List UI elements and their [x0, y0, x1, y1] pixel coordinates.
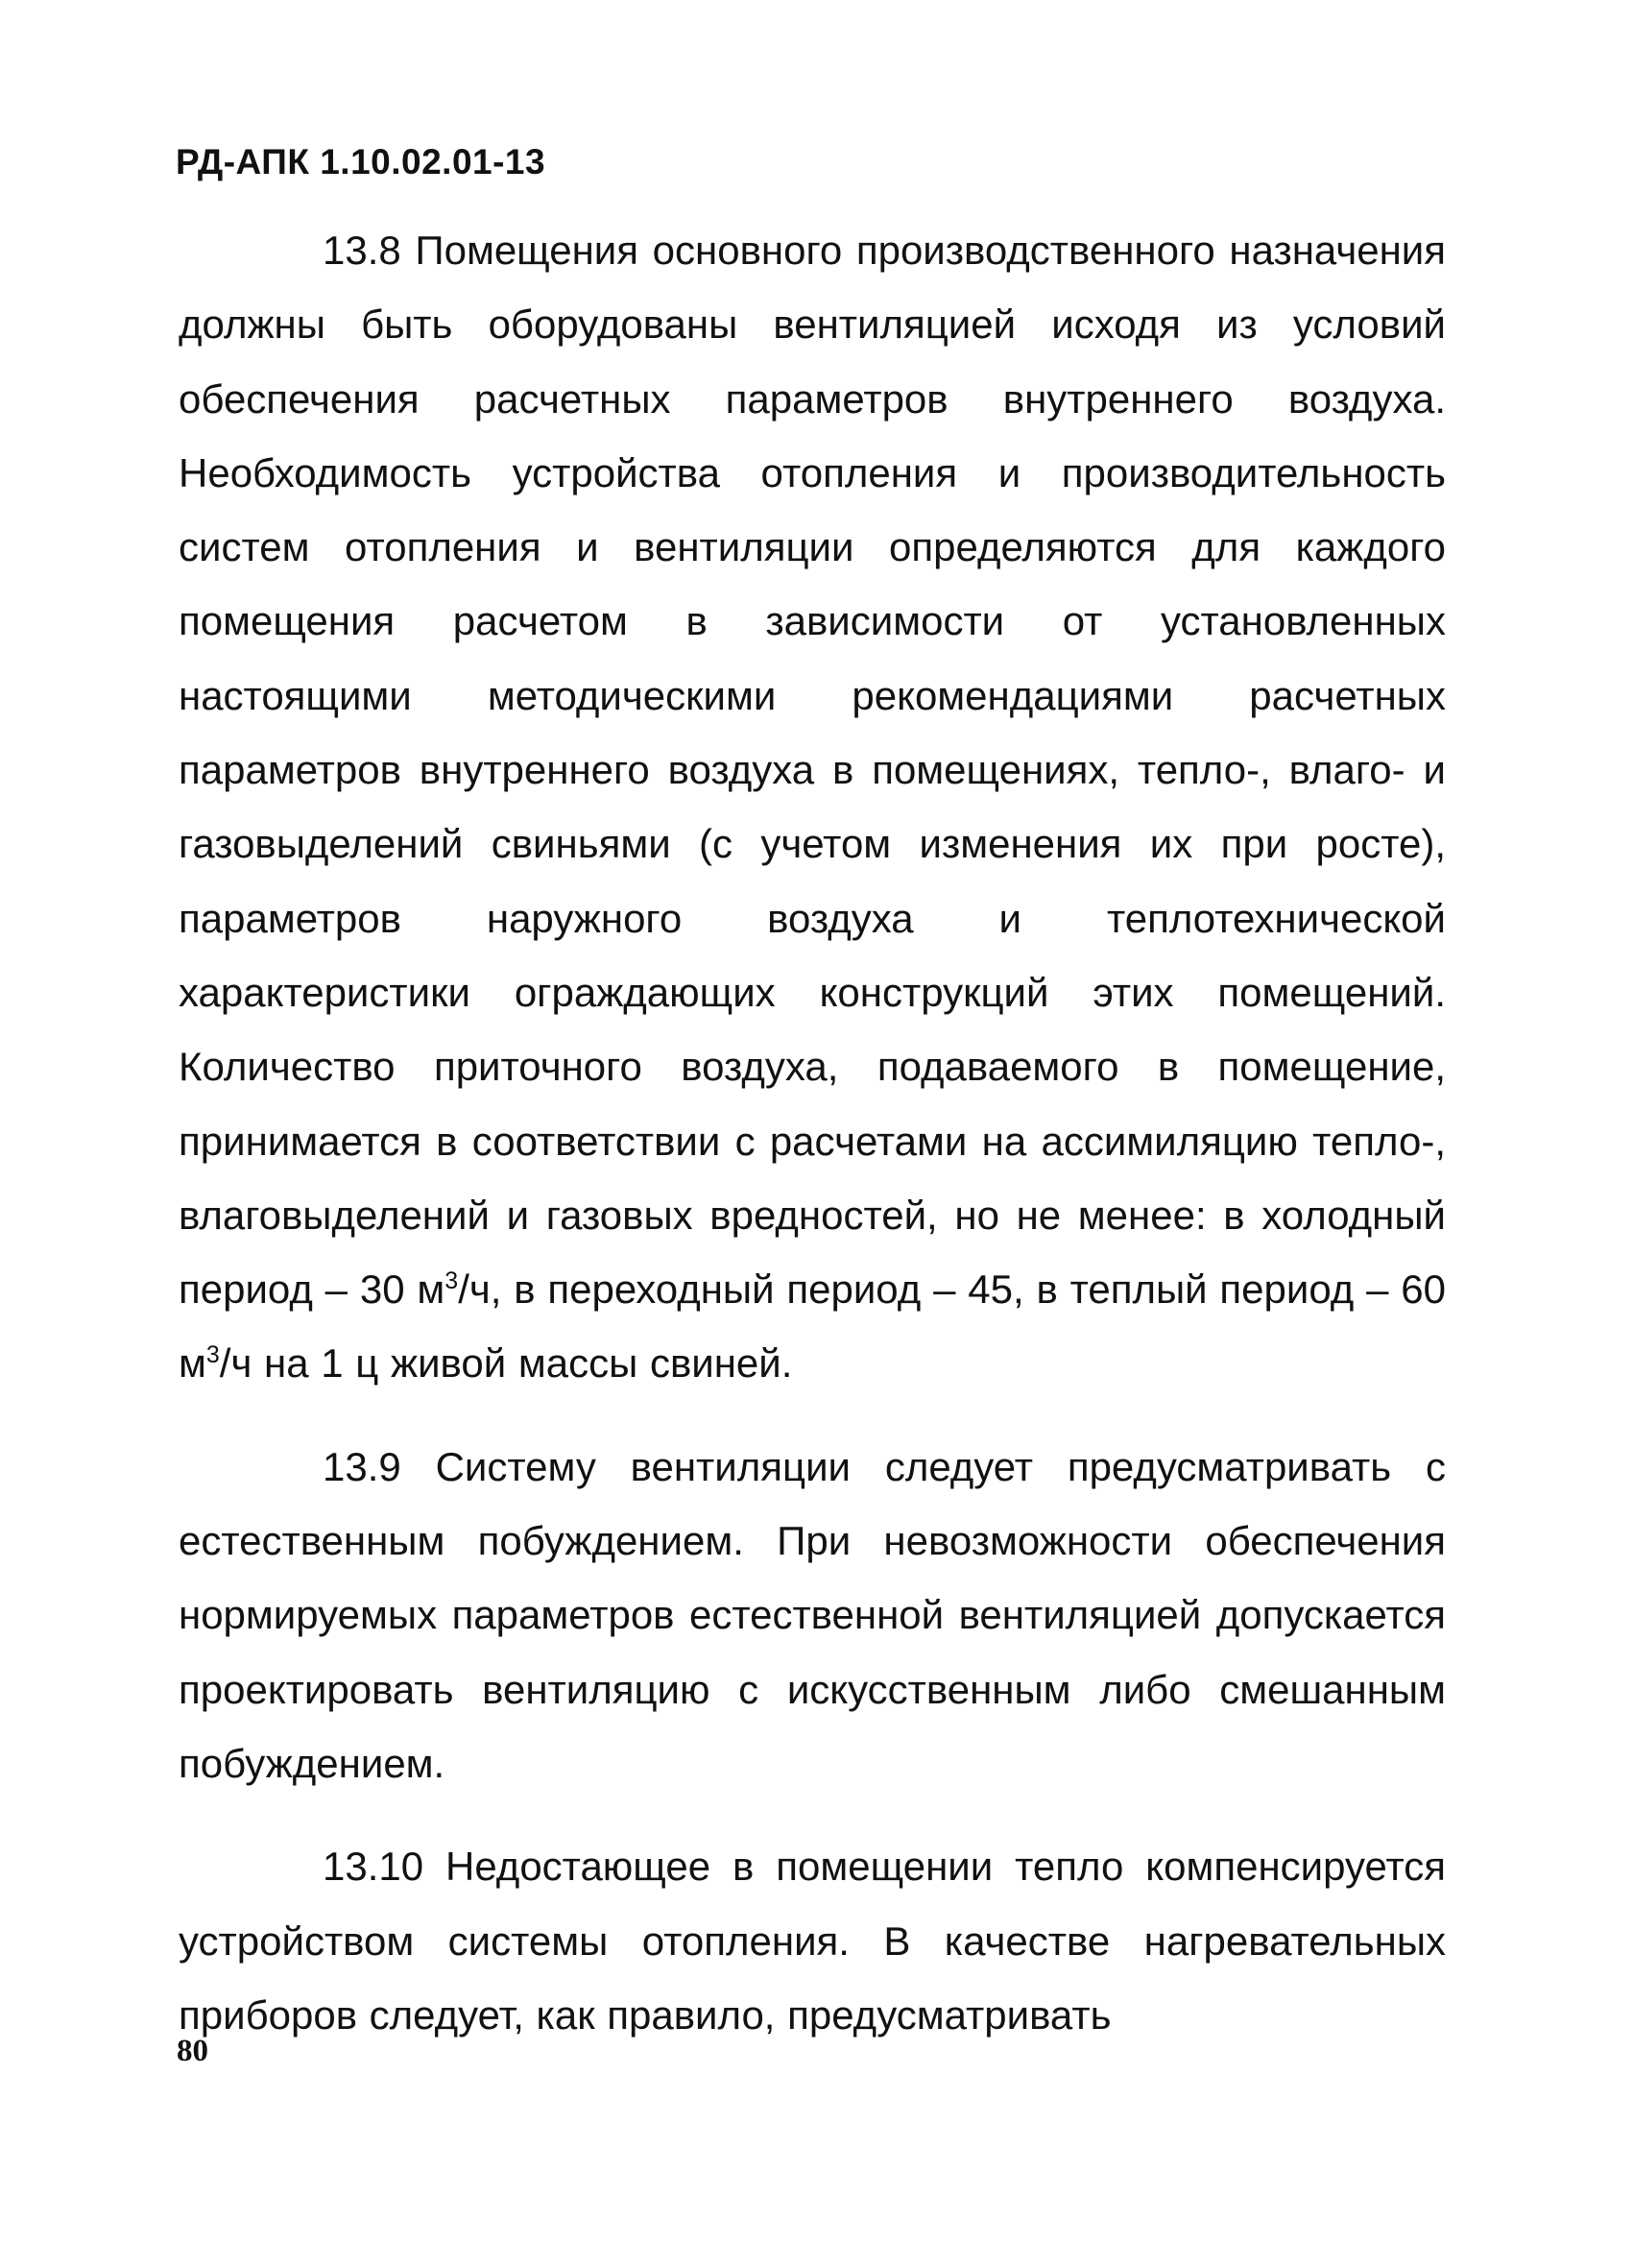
page-number: 80 — [177, 2034, 208, 2068]
superscript-cubic-1: 3 — [444, 1267, 459, 1295]
document-code-header: РД-АПК 1.10.02.01-13 — [176, 142, 546, 181]
paragraph-13-8-text-part3: /ч на 1 ц живой массы свиней. — [219, 1340, 793, 1387]
paragraph-13-9: 13.9 Систему вентиляции следует предусматривать с естественным побуждением. При невозможности обеспечения нормируемых параметров естественной вентиляцией допускается проектировать вентиляцию с искусственным либо смешанным побуждением. — [179, 1443, 1446, 1786]
paragraph-13-8-text-part1: 13.8 Помещения основного производственного назначения должны быть оборудованы вентиляцией исходя из условий обеспечения расчетных параметров внутреннего воздуха. Необходимость устройства отопления и производительность систем отопления и вентиляции определяются для каждого помещения расчетом в зависимости от установленных настоящими методическими рекомендациями расчетных параметров внутреннего воздуха в помещениях, тепло-, влаго- и газовыделений свиньями (с учетом изменения их при росте), параметров наружного воздуха и теплотехнической характеристики ограждающих конструкций этих помещений. Количество приточного воздуха, подаваемого в помещение, принимается в соответствии с расчетами на ассимиляцию тепло-, влаговыделений и газовых вредностей, но не менее: в холодный период – 30 м — [179, 228, 1446, 1313]
document-body — [179, 213, 1446, 2081]
paragraph-13-8 — [179, 213, 1446, 1401]
paragraph-13-10: 13.10 Недостающее в помещении тепло компенсируется устройством системы отопления. В качестве нагревательных приборов следует, как правило, предусматривать — [179, 1844, 1446, 2038]
paragraph-13-8-text-part2: /ч, в переходный период – 45, в теплый период – 60 м — [179, 1267, 1447, 1387]
superscript-cubic-2: 3 — [205, 1341, 220, 1369]
